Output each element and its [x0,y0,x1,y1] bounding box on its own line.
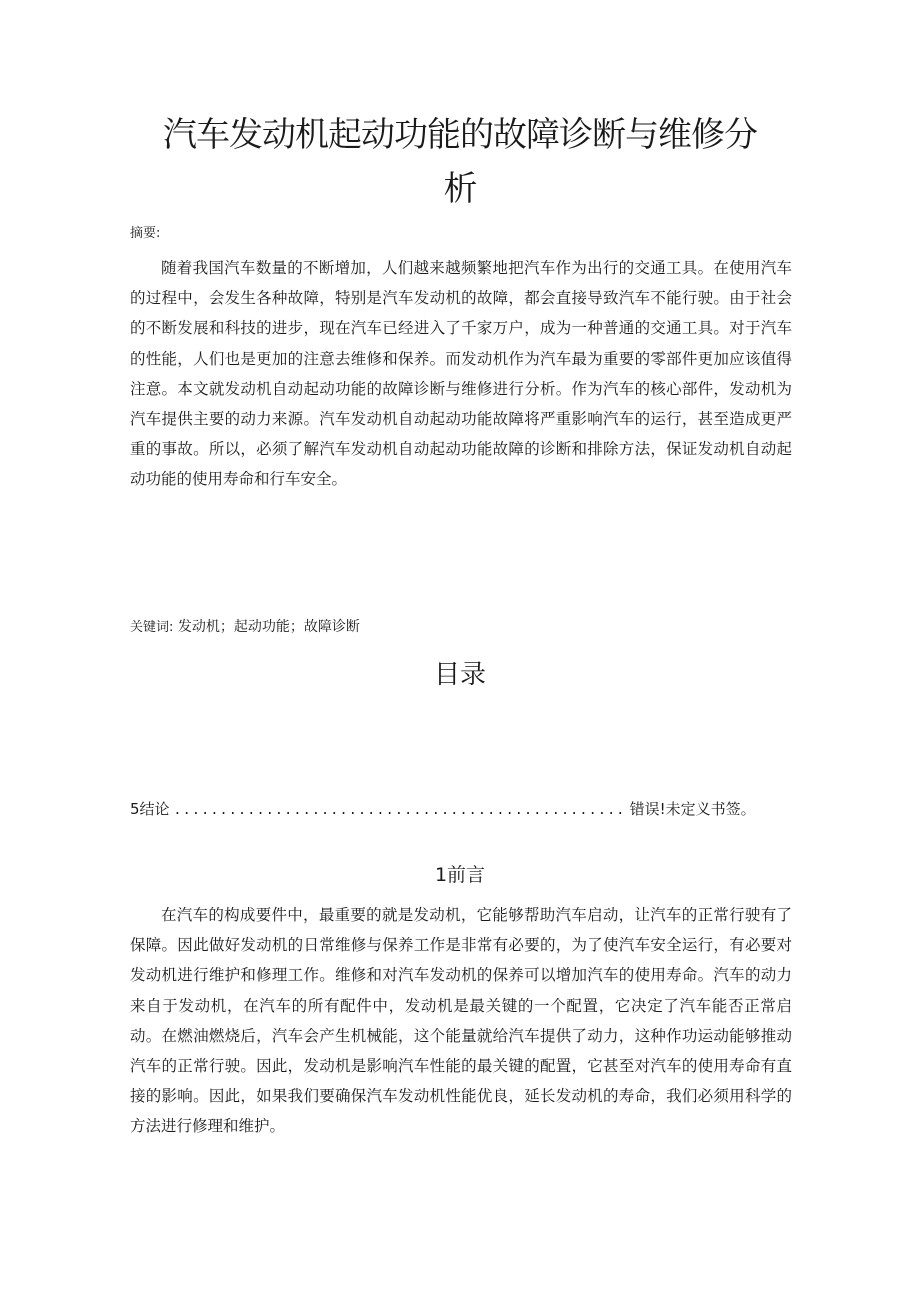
toc-entry[interactable] [130,798,790,819]
toc-title: 目录 [433,660,486,690]
toc-entry-page-ref: 错误!未定义书签。 [629,800,756,818]
document-title: 汽车发动机起动功能的故障诊断与维修分析 [163,115,757,209]
abstract-paragraph: 随着我国汽车数量的不断增加，人们越来越频繁地把汽车作为出行的交通工具。在使用汽车的过程中，会发生各种故障，特别是汽车发动机的故障，都会直接导致汽车不能行驶。由于社会的不断发展和科技的进步，现在汽车已经进入了千家万户，成为一种普通的交通工具。对于汽车的性能，人们也是更加的注意去维修和保养。而发动机作为汽车最为重要的零部件更加应该值得注意。本文就发动机自动起动功能的故障诊断与维修进行分析。作为汽车的核心部件，发动机为汽车提供主要的动力来源。汽车发动机自动起动功能故障将严重影响汽车的运行，甚至造成更严重的事故。所以，必须了解汽车发动机自动起动功能故障的诊断和排除方法，保证发动机自动起动功能的使用寿命和行车安全。 [130,259,792,489]
keywords-line [130,616,360,636]
section-heading: 1前言 [434,864,486,886]
keywords-values: 发动机；起动功能；故障诊断 [177,619,360,635]
toc-entry-label: 5结论 [130,800,170,818]
toc-entry-leader: ................................................. [173,803,626,818]
intro-paragraph: 在汽车的构成要件中，最重要的就是发动机，它能够帮助汽车启动，让汽车的正常行驶有了保障。因此做好发动机的日常维修与保养工作是非常有必要的，为了使汽车安全运行，有必要对发动机进行维护和修理工作。维修和对汽车发动机的保养可以增加汽车的使用寿命。汽车的动力来自于发动机，在汽车的所有配件中，发动机是最关键的一个配置，它决定了汽车能否正常启动。在燃油燃烧后，汽车会产生机械能，这个能量就给汽车提供了动力，这种作功运动能够推动汽车的正常行驶。因此，发动机是影响汽车性能的最关键的配置，它甚至对汽车的使用寿命有直接的影响。因此，如果我们要确保汽车发动机性能优良，延长发动机的寿命，我们必须用科学的方法进行修理和维护。 [130,906,792,1136]
keywords-label: 关键词: [130,620,174,635]
abstract-label: 摘要: [130,226,161,241]
